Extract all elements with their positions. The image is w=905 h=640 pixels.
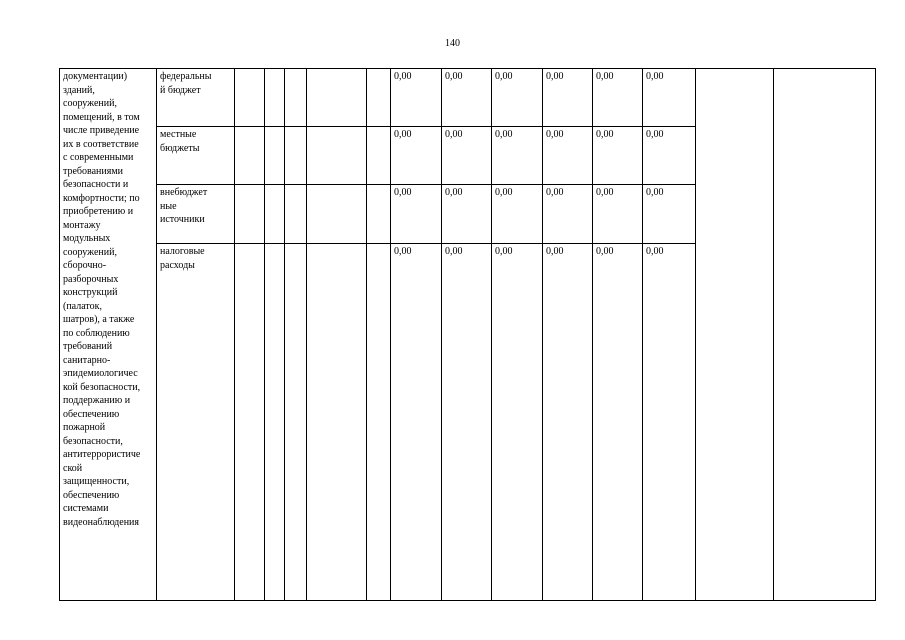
- empty-cell: [307, 69, 367, 127]
- empty-cell: [285, 69, 307, 127]
- empty-cell: [265, 185, 285, 244]
- empty-cell: [235, 185, 265, 244]
- empty-cell: [307, 127, 367, 185]
- value-cell: 0,00: [492, 185, 543, 244]
- empty-cell: [367, 185, 391, 244]
- empty-cell: [307, 244, 367, 601]
- value-cell: 0,00: [391, 185, 442, 244]
- value-cell: 0,00: [442, 244, 492, 601]
- budget-table: [59, 68, 876, 601]
- value-cell: 0,00: [543, 185, 593, 244]
- empty-cell: [367, 69, 391, 127]
- value-cell: 0,00: [643, 69, 696, 127]
- empty-cell: [265, 244, 285, 601]
- funding-source-cell: федеральны й бюджет: [157, 69, 235, 127]
- value-cell: 0,00: [391, 127, 442, 185]
- value-cell: 0,00: [593, 127, 643, 185]
- value-cell: 0,00: [442, 185, 492, 244]
- empty-cell: [774, 69, 876, 601]
- value-cell: 0,00: [643, 127, 696, 185]
- value-cell: 0,00: [543, 69, 593, 127]
- value-cell: 0,00: [643, 185, 696, 244]
- value-cell: 0,00: [643, 244, 696, 601]
- value-cell: 0,00: [492, 69, 543, 127]
- empty-cell: [265, 127, 285, 185]
- value-cell: 0,00: [442, 69, 492, 127]
- empty-cell: [235, 127, 265, 185]
- page-number: 140: [445, 38, 460, 49]
- value-cell: 0,00: [391, 69, 442, 127]
- empty-cell: [235, 69, 265, 127]
- table-row: [60, 69, 876, 127]
- value-cell: 0,00: [593, 185, 643, 244]
- funding-source-cell: налоговые расходы: [157, 244, 235, 601]
- empty-cell: [265, 69, 285, 127]
- value-cell: 0,00: [543, 127, 593, 185]
- empty-cell: [285, 127, 307, 185]
- empty-cell: [285, 185, 307, 244]
- empty-cell: [235, 244, 265, 601]
- value-cell: 0,00: [492, 244, 543, 601]
- event-description-cell: документации) зданий, сооружений, помещений, в том числе приведение их в соответствие с современными требованиями безопасности и комфортности; по приобретению и монтажу модульных сооружений, сборочно- разборочных конструкций (палаток, шатров), а также по соблюдению требований санитарно- эпидемиологичес кой безопасности, поддержанию и обеспечению пожарной безопасности, антитеррористиче ской защищенности, обеспечению системами видеонаблюдения: [60, 69, 157, 601]
- value-cell: 0,00: [593, 69, 643, 127]
- funding-source-cell: местные бюджеты: [157, 127, 235, 185]
- funding-source-cell: внебюджет ные источники: [157, 185, 235, 244]
- value-cell: 0,00: [442, 127, 492, 185]
- empty-cell: [285, 244, 307, 601]
- empty-cell: [696, 69, 774, 601]
- value-cell: 0,00: [492, 127, 543, 185]
- value-cell: 0,00: [543, 244, 593, 601]
- value-cell: 0,00: [593, 244, 643, 601]
- value-cell: 0,00: [391, 244, 442, 601]
- empty-cell: [367, 127, 391, 185]
- empty-cell: [367, 244, 391, 601]
- empty-cell: [307, 185, 367, 244]
